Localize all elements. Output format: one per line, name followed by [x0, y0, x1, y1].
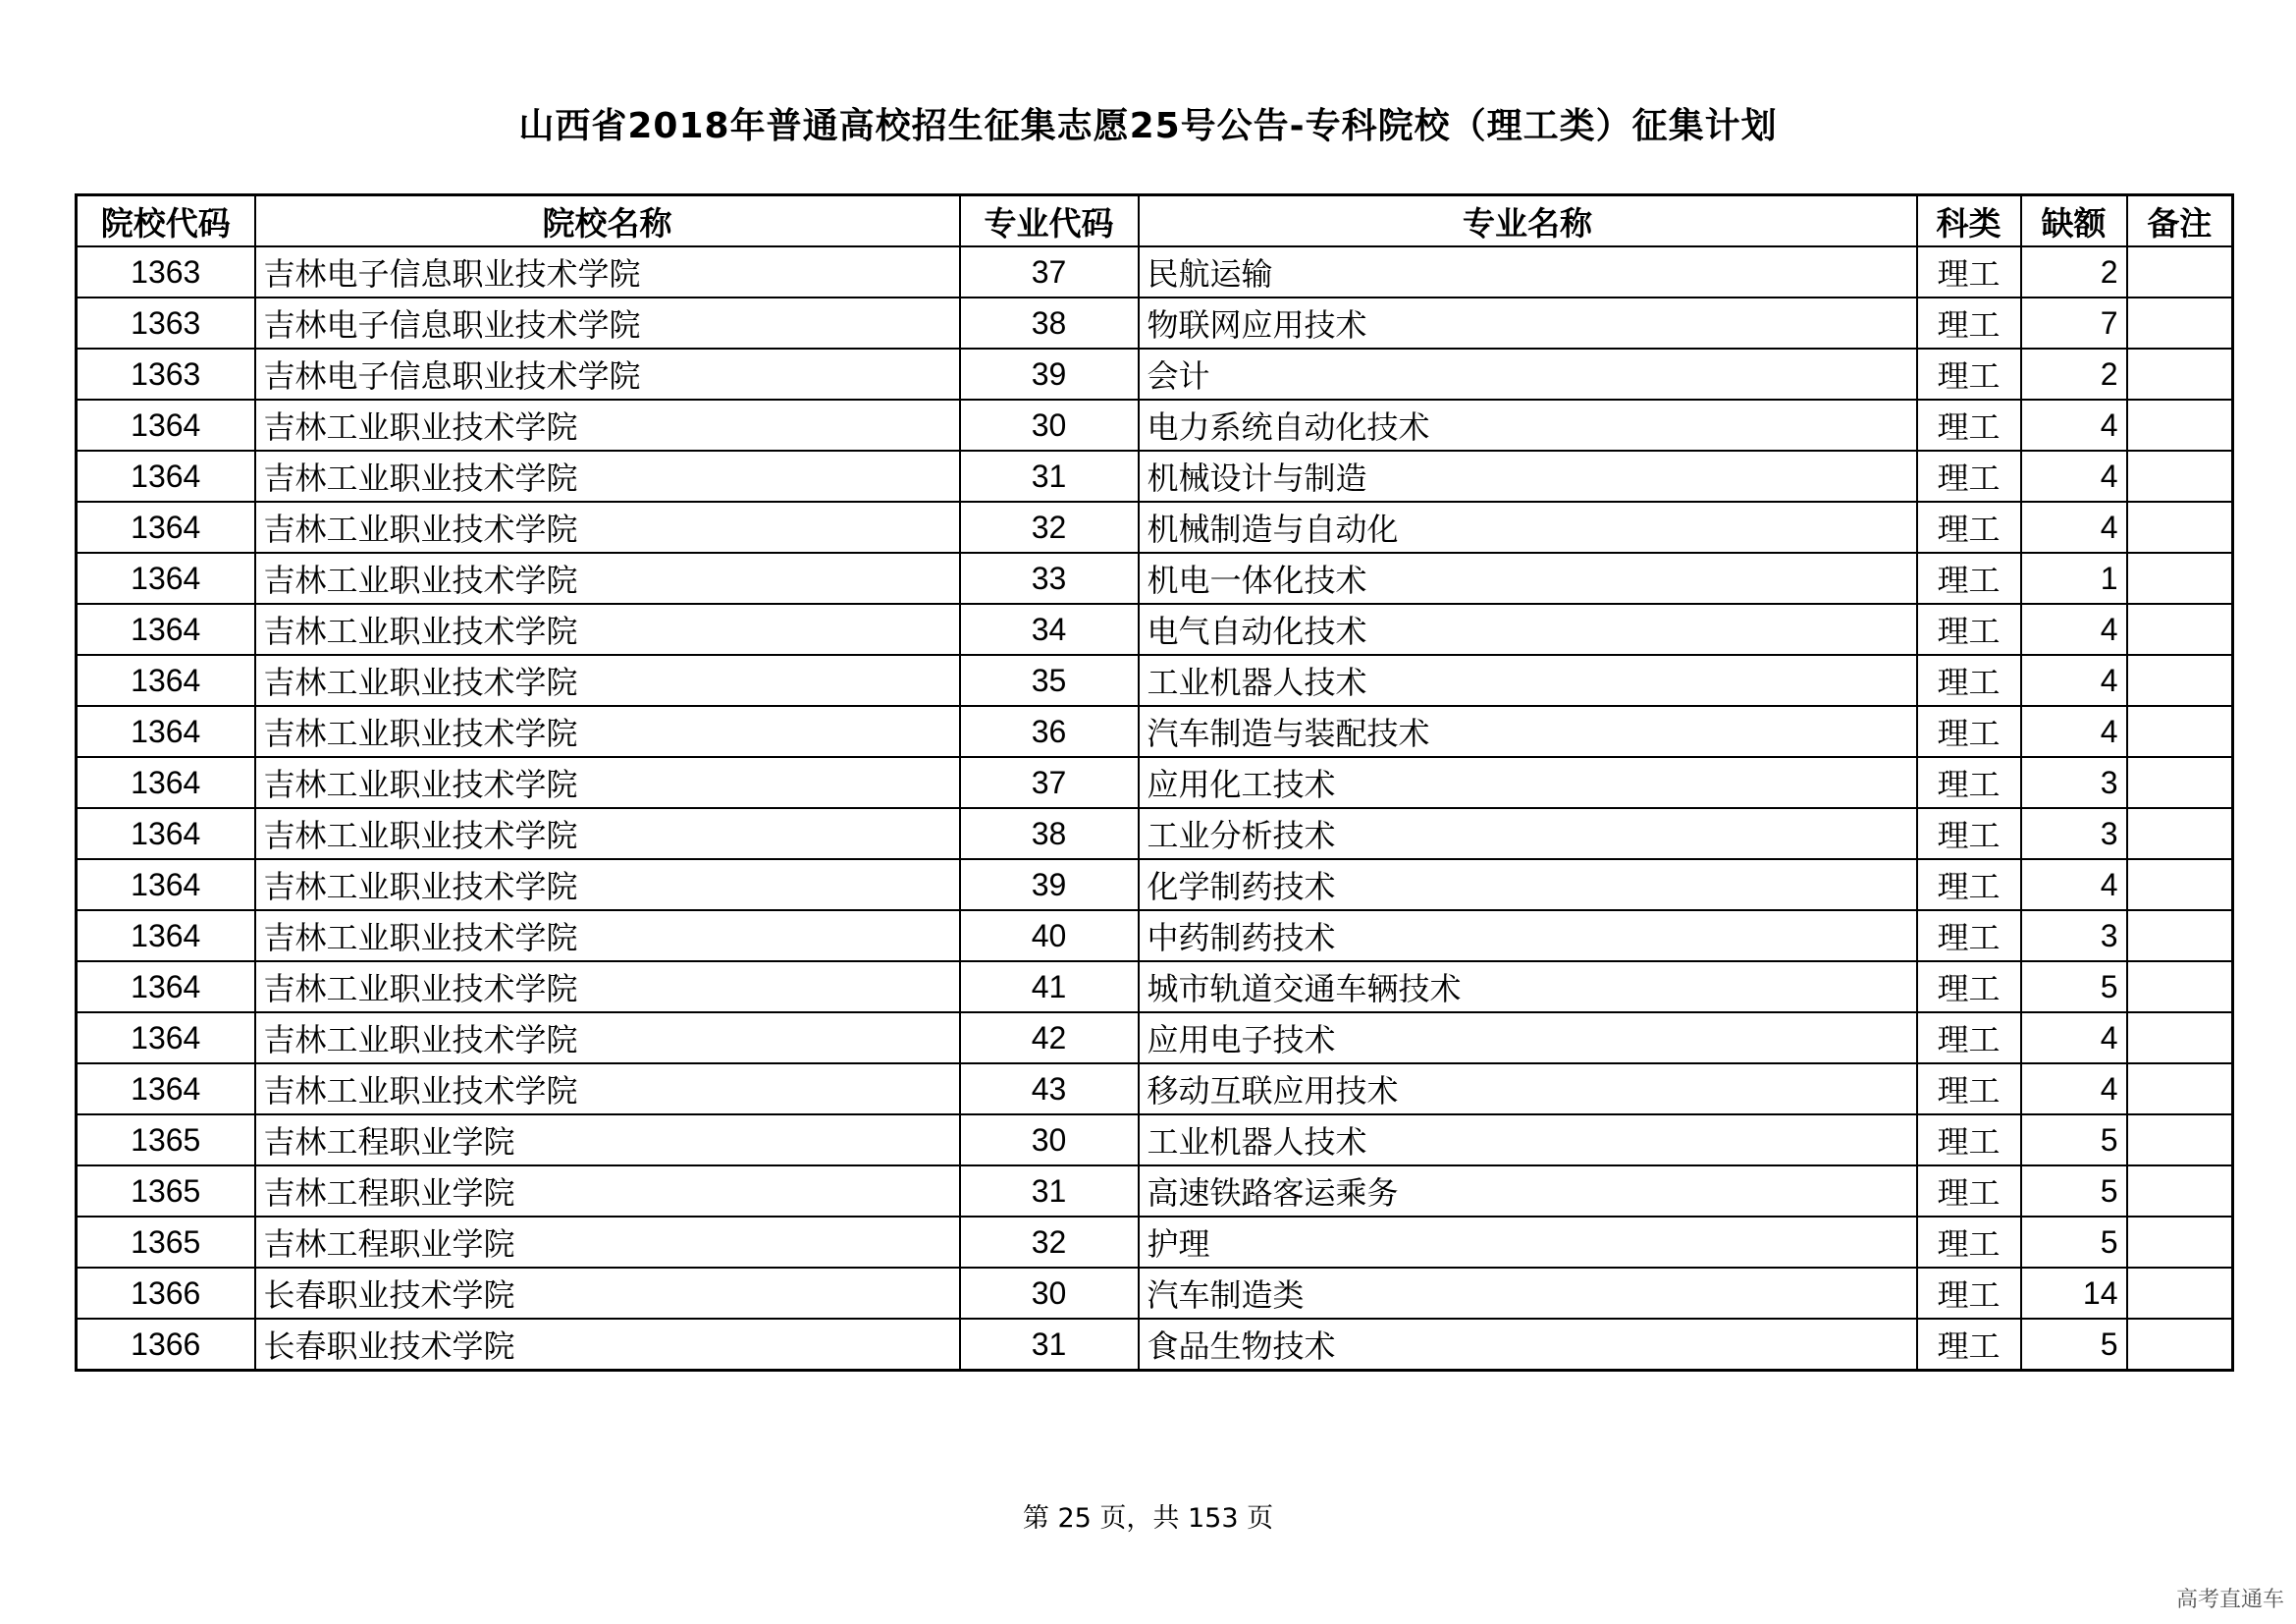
header-major-code: 专业代码	[960, 195, 1139, 247]
school-name-cell: 长春职业技术学院	[255, 1319, 960, 1371]
school-name-cell: 吉林工业职业技术学院	[255, 706, 960, 757]
school-code-cell: 1364	[77, 859, 255, 910]
major-code-cell: 43	[960, 1063, 1139, 1114]
category-cell: 理工	[1917, 910, 2021, 961]
major-code-cell: 31	[960, 1165, 1139, 1217]
table-row	[77, 349, 2233, 400]
remarks-cell	[2127, 1165, 2233, 1217]
school-code-cell: 1363	[77, 246, 255, 298]
table-row	[77, 1268, 2233, 1319]
major-name-cell: 食品生物技术	[1139, 1319, 1917, 1371]
vacancy-cell: 3	[2021, 757, 2127, 808]
category-cell: 理工	[1917, 808, 2021, 859]
page-footer: 第 25 页，共 153 页	[1022, 1503, 1274, 1534]
school-code-cell: 1363	[77, 298, 255, 349]
school-code-cell: 1364	[77, 1063, 255, 1114]
category-cell: 理工	[1917, 604, 2021, 655]
vacancy-cell: 4	[2021, 859, 2127, 910]
vacancy-cell: 1	[2021, 553, 2127, 604]
school-code-cell: 1364	[77, 706, 255, 757]
school-code-cell: 1364	[77, 757, 255, 808]
school-name-cell: 吉林工业职业技术学院	[255, 859, 960, 910]
table-row	[77, 400, 2233, 451]
table-row	[77, 451, 2233, 502]
vacancy-cell: 4	[2021, 1012, 2127, 1063]
table-row	[77, 706, 2233, 757]
major-name-cell: 城市轨道交通车辆技术	[1139, 961, 1917, 1012]
category-cell: 理工	[1917, 502, 2021, 553]
table-row	[77, 961, 2233, 1012]
major-name-cell: 机械设计与制造	[1139, 451, 1917, 502]
document-title: 山西省2018年普通高校招生征集志愿25号公告-专科院校（理工类）征集计划	[518, 106, 1778, 146]
school-name-cell: 吉林工程职业学院	[255, 1114, 960, 1165]
school-code-cell: 1364	[77, 502, 255, 553]
school-name-cell: 吉林工业职业技术学院	[255, 502, 960, 553]
category-cell: 理工	[1917, 451, 2021, 502]
header-category: 科类	[1917, 195, 2021, 247]
table-row	[77, 1063, 2233, 1114]
header-school-code: 院校代码	[77, 195, 255, 247]
major-name-cell: 工业机器人技术	[1139, 1114, 1917, 1165]
school-name-cell: 吉林工业职业技术学院	[255, 808, 960, 859]
major-name-cell: 民航运输	[1139, 246, 1917, 298]
recruitment-plan-table	[75, 193, 2234, 1372]
remarks-cell	[2127, 757, 2233, 808]
header-school-name: 院校名称	[255, 195, 960, 247]
remarks-cell	[2127, 1217, 2233, 1268]
major-code-cell: 33	[960, 553, 1139, 604]
table-row	[77, 1319, 2233, 1371]
school-code-cell: 1364	[77, 451, 255, 502]
category-cell: 理工	[1917, 1063, 2021, 1114]
school-name-cell: 吉林工业职业技术学院	[255, 961, 960, 1012]
table-row	[77, 1165, 2233, 1217]
major-code-cell: 31	[960, 1319, 1139, 1371]
school-name-cell: 吉林工业职业技术学院	[255, 553, 960, 604]
major-name-cell: 应用电子技术	[1139, 1012, 1917, 1063]
table-row	[77, 1217, 2233, 1268]
school-name-cell: 吉林工业职业技术学院	[255, 451, 960, 502]
category-cell: 理工	[1917, 246, 2021, 298]
school-code-cell: 1364	[77, 604, 255, 655]
school-code-cell: 1365	[77, 1165, 255, 1217]
vacancy-cell: 4	[2021, 451, 2127, 502]
remarks-cell	[2127, 1114, 2233, 1165]
remarks-cell	[2127, 451, 2233, 502]
major-code-cell: 30	[960, 1268, 1139, 1319]
major-code-cell: 34	[960, 604, 1139, 655]
vacancy-cell: 5	[2021, 961, 2127, 1012]
school-code-cell: 1364	[77, 961, 255, 1012]
school-name-cell: 吉林工业职业技术学院	[255, 757, 960, 808]
category-cell: 理工	[1917, 349, 2021, 400]
major-code-cell: 37	[960, 246, 1139, 298]
remarks-cell	[2127, 910, 2233, 961]
remarks-cell	[2127, 298, 2233, 349]
major-code-cell: 38	[960, 298, 1139, 349]
major-name-cell: 中药制药技术	[1139, 910, 1917, 961]
major-code-cell: 30	[960, 1114, 1139, 1165]
category-cell: 理工	[1917, 298, 2021, 349]
category-cell: 理工	[1917, 400, 2021, 451]
category-cell: 理工	[1917, 859, 2021, 910]
major-name-cell: 汽车制造类	[1139, 1268, 1917, 1319]
table-row	[77, 859, 2233, 910]
remarks-cell	[2127, 808, 2233, 859]
major-name-cell: 机电一体化技术	[1139, 553, 1917, 604]
category-cell: 理工	[1917, 706, 2021, 757]
school-code-cell: 1365	[77, 1114, 255, 1165]
school-code-cell: 1365	[77, 1217, 255, 1268]
vacancy-cell: 4	[2021, 502, 2127, 553]
remarks-cell	[2127, 961, 2233, 1012]
table-row	[77, 1114, 2233, 1165]
vacancy-cell: 7	[2021, 298, 2127, 349]
category-cell: 理工	[1917, 553, 2021, 604]
school-name-cell: 长春职业技术学院	[255, 1268, 960, 1319]
major-name-cell: 物联网应用技术	[1139, 298, 1917, 349]
remarks-cell	[2127, 655, 2233, 706]
major-code-cell: 39	[960, 349, 1139, 400]
major-name-cell: 化学制药技术	[1139, 859, 1917, 910]
category-cell: 理工	[1917, 961, 2021, 1012]
vacancy-cell: 5	[2021, 1165, 2127, 1217]
table-row	[77, 553, 2233, 604]
category-cell: 理工	[1917, 655, 2021, 706]
major-code-cell: 39	[960, 859, 1139, 910]
school-name-cell: 吉林工业职业技术学院	[255, 1063, 960, 1114]
remarks-cell	[2127, 1063, 2233, 1114]
school-code-cell: 1364	[77, 808, 255, 859]
school-name-cell: 吉林工程职业学院	[255, 1217, 960, 1268]
remarks-cell	[2127, 349, 2233, 400]
major-name-cell: 会计	[1139, 349, 1917, 400]
school-name-cell: 吉林工业职业技术学院	[255, 910, 960, 961]
school-code-cell: 1364	[77, 553, 255, 604]
table-row	[77, 604, 2233, 655]
school-name-cell: 吉林工业职业技术学院	[255, 400, 960, 451]
category-cell: 理工	[1917, 1165, 2021, 1217]
major-name-cell: 电力系统自动化技术	[1139, 400, 1917, 451]
vacancy-cell: 4	[2021, 706, 2127, 757]
category-cell: 理工	[1917, 757, 2021, 808]
vacancy-cell: 3	[2021, 808, 2127, 859]
table-body	[77, 246, 2233, 1371]
school-name-cell: 吉林电子信息职业技术学院	[255, 349, 960, 400]
school-code-cell: 1364	[77, 910, 255, 961]
major-name-cell: 机械制造与自动化	[1139, 502, 1917, 553]
major-name-cell: 护理	[1139, 1217, 1917, 1268]
table-row	[77, 298, 2233, 349]
school-code-cell: 1364	[77, 400, 255, 451]
remarks-cell	[2127, 553, 2233, 604]
remarks-cell	[2127, 400, 2233, 451]
header-remarks: 备注	[2127, 195, 2233, 247]
school-code-cell: 1364	[77, 1012, 255, 1063]
header-vacancy: 缺额	[2021, 195, 2127, 247]
vacancy-cell: 2	[2021, 349, 2127, 400]
table-row	[77, 757, 2233, 808]
header-major-name: 专业名称	[1139, 195, 1917, 247]
school-name-cell: 吉林电子信息职业技术学院	[255, 246, 960, 298]
category-cell: 理工	[1917, 1114, 2021, 1165]
major-code-cell: 32	[960, 1217, 1139, 1268]
vacancy-cell: 4	[2021, 604, 2127, 655]
remarks-cell	[2127, 706, 2233, 757]
major-code-cell: 35	[960, 655, 1139, 706]
vacancy-cell: 5	[2021, 1217, 2127, 1268]
category-cell: 理工	[1917, 1319, 2021, 1371]
school-code-cell: 1366	[77, 1319, 255, 1371]
remarks-cell	[2127, 1012, 2233, 1063]
remarks-cell	[2127, 1268, 2233, 1319]
table-row	[77, 1012, 2233, 1063]
major-code-cell: 31	[960, 451, 1139, 502]
remarks-cell	[2127, 859, 2233, 910]
major-code-cell: 41	[960, 961, 1139, 1012]
major-code-cell: 40	[960, 910, 1139, 961]
school-name-cell: 吉林工业职业技术学院	[255, 1012, 960, 1063]
major-name-cell: 工业机器人技术	[1139, 655, 1917, 706]
table-row	[77, 808, 2233, 859]
major-name-cell: 汽车制造与装配技术	[1139, 706, 1917, 757]
table-row	[77, 910, 2233, 961]
watermark-text: 高考直通车	[2175, 1588, 2284, 1612]
school-name-cell: 吉林工业职业技术学院	[255, 604, 960, 655]
school-code-cell: 1364	[77, 655, 255, 706]
major-code-cell: 32	[960, 502, 1139, 553]
table-header-row	[77, 195, 2233, 247]
vacancy-cell: 2	[2021, 246, 2127, 298]
remarks-cell	[2127, 604, 2233, 655]
major-name-cell: 应用化工技术	[1139, 757, 1917, 808]
vacancy-cell: 5	[2021, 1114, 2127, 1165]
table-row	[77, 655, 2233, 706]
vacancy-cell: 4	[2021, 1063, 2127, 1114]
major-name-cell: 电气自动化技术	[1139, 604, 1917, 655]
table-row	[77, 246, 2233, 298]
vacancy-cell: 4	[2021, 400, 2127, 451]
major-code-cell: 38	[960, 808, 1139, 859]
vacancy-cell: 4	[2021, 655, 2127, 706]
category-cell: 理工	[1917, 1268, 2021, 1319]
vacancy-cell: 5	[2021, 1319, 2127, 1371]
table-row	[77, 502, 2233, 553]
school-code-cell: 1363	[77, 349, 255, 400]
vacancy-cell: 14	[2021, 1268, 2127, 1319]
remarks-cell	[2127, 502, 2233, 553]
major-code-cell: 30	[960, 400, 1139, 451]
remarks-cell	[2127, 1319, 2233, 1371]
major-code-cell: 36	[960, 706, 1139, 757]
major-name-cell: 移动互联应用技术	[1139, 1063, 1917, 1114]
major-name-cell: 高速铁路客运乘务	[1139, 1165, 1917, 1217]
category-cell: 理工	[1917, 1012, 2021, 1063]
school-name-cell: 吉林电子信息职业技术学院	[255, 298, 960, 349]
remarks-cell	[2127, 246, 2233, 298]
vacancy-cell: 3	[2021, 910, 2127, 961]
major-code-cell: 37	[960, 757, 1139, 808]
major-code-cell: 42	[960, 1012, 1139, 1063]
major-name-cell: 工业分析技术	[1139, 808, 1917, 859]
school-name-cell: 吉林工程职业学院	[255, 1165, 960, 1217]
category-cell: 理工	[1917, 1217, 2021, 1268]
school-name-cell: 吉林工业职业技术学院	[255, 655, 960, 706]
school-code-cell: 1366	[77, 1268, 255, 1319]
